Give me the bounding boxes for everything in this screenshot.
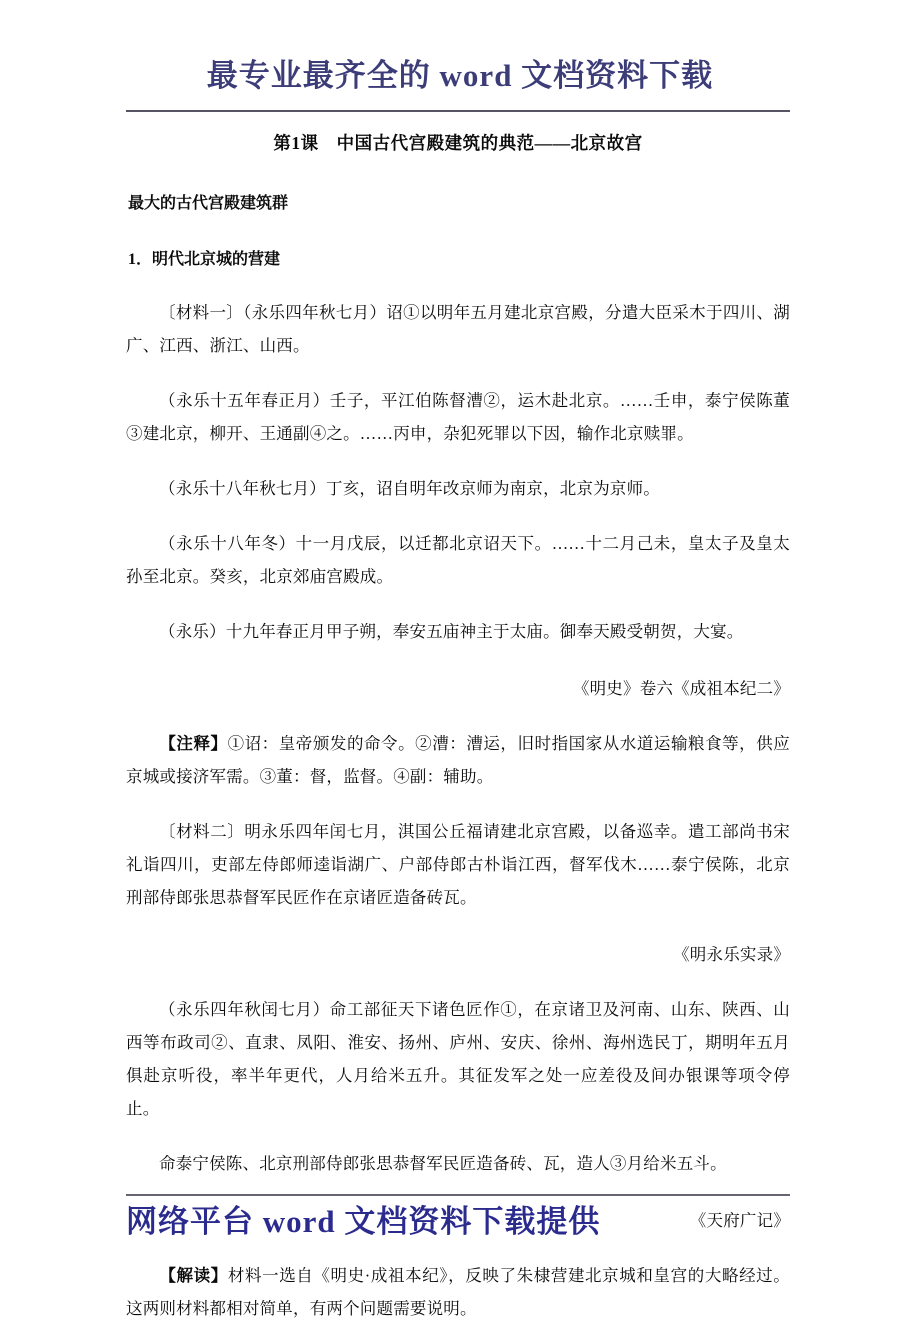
citation-mingshi: 《明史》卷六《成祖本纪二》	[572, 679, 790, 698]
paragraph-brick-tile-order: 命泰宁侯陈、北京刑部侍郎张思恭督军民匠造备砖、瓦，造人③月给米五斗。	[159, 1154, 727, 1173]
paragraph-craftsmen-levy: （永乐四年秋闰七月）命工部征天下诸色匠作①，在京诸卫及河南、山东、陕西、山西等布政司②、直隶、凤阳、淮安、扬州、庐州、安庆、徐州、海州选民丁，期明年五月俱赴京听役，率半年更代，人月给米五升。其征发军之处一应差役及间办银课等项令停止。	[126, 1000, 790, 1118]
header-divider	[126, 110, 790, 112]
document-body	[126, 124, 790, 1325]
notes-label: 【注释】	[159, 734, 228, 753]
notes-text: ①诏：皇帝颁发的命令。②漕：漕运，旧时指国家从水道运输粮食等，供应京城或接济军需。③董：督，监督。④副：辅助。	[126, 734, 790, 786]
page-footer	[0, 1162, 920, 1302]
footer-watermark-text: 网络平台 word 文档资料下载提供	[126, 1204, 601, 1239]
footer-divider	[126, 1194, 790, 1196]
subsection-heading: 1．明代北京城的营建	[128, 251, 281, 268]
interpretation-text: 材料一选自《明史·成祖本纪》，反映了朱棣营建北京城和皇宫的大略经过。这两则材料都相对简单，有两个问题需要说明。	[126, 1266, 790, 1318]
paragraph-yongle-15: （永乐十五年春正月）壬子，平江伯陈督漕②，运木赴北京。……壬申，泰宁侯陈董③建北京，柳开、王通副④之。……丙申，杂犯死罪以下因，输作北京赎罪。	[126, 391, 790, 443]
paragraph-material-one-intro: 〔材料一〕（永乐四年秋七月）诏①以明年五月建北京宫殿，分遣大臣采木于四川、湖广、江西、浙江、山西。	[126, 303, 790, 355]
page-header	[0, 0, 920, 118]
citation-yongle-shilu: 《明永乐实录》	[673, 945, 790, 964]
paragraph-material-two: 〔材料二〕明永乐四年闰七月，淇国公丘福请建北京宫殿，以备巡幸。遣工部尚书宋礼诣四川，吏部左侍郎师逵诣湖广、户部侍郎古朴诣江西，督军伐木……泰宁侯陈，北京刑部侍郎张思恭督军民匠作在京诸匠造备砖瓦。	[126, 822, 790, 907]
section-heading: 最大的古代宫殿建筑群	[128, 195, 289, 212]
paragraph-yongle-19: （永乐）十九年春正月甲子朔，奉安五庙神主于太庙。御奉天殿受朝贺，大宴。	[159, 622, 744, 641]
header-watermark-text: 最专业最齐全的 word 文档资料下载	[206, 58, 714, 93]
paragraph-yongle-18-winter: （永乐十八年冬）十一月戊辰，以迁都北京诏天下。……十二月己未，皇太子及皇太孙至北京。癸亥，北京郊庙宫殿成。	[126, 534, 790, 586]
page-title: 第1课 中国古代宫殿建筑的典范——北京故宫	[273, 133, 643, 153]
interpretation-label: 【解读】	[159, 1266, 228, 1285]
paragraph-notes	[126, 727, 790, 793]
citation-tianfu-guangji: 《天府广记》	[689, 1211, 790, 1230]
paragraph-yongle-18-autumn: （永乐十八年秋七月）丁亥，诏自明年改京师为南京，北京为京师。	[159, 479, 660, 498]
